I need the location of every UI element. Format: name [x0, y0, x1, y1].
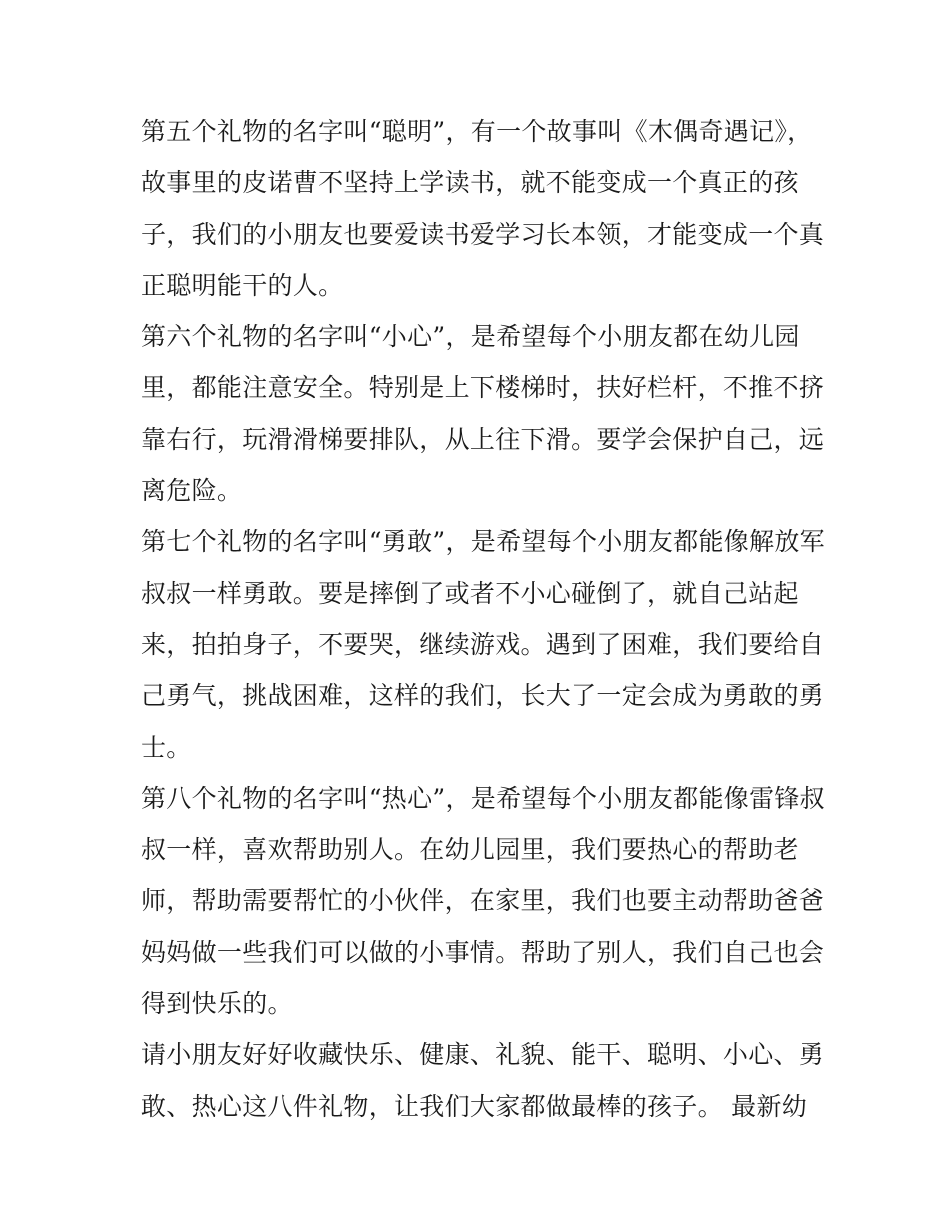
text-line: 正聪明能干的人。 [141, 270, 344, 300]
text-line: 第八个礼物的名字叫“热心”，是希望每个小朋友都能像雷锋叔 [141, 783, 825, 813]
text-line: 第五个礼物的名字叫“聪明”，有一个故事叫《木偶奇遇记》， [141, 117, 813, 146]
text-line: 士。 [141, 732, 192, 762]
text-line: 妈妈做一些我们可以做的小事情。帮助了别人，我们自己也会 [141, 937, 825, 967]
text-line: 叔叔一样勇敢。要是摔倒了或者不小心碰倒了，就自己站起 [141, 578, 799, 608]
text-line: 靠右行，玩滑滑梯要排队，从上往下滑。要学会保护自己，远 [141, 424, 825, 454]
text-line: 请小朋友好好收藏快乐、健康、礼貌、能干、聪明、小心、勇 [141, 1040, 825, 1070]
text-line: 得到快乐的。 [141, 989, 293, 1019]
text-line: 敢、热心这八件礼物，让我们大家都做最棒的孩子。 最新幼 [141, 1091, 808, 1121]
body-text [141, 106, 825, 1132]
text-line: 子，我们的小朋友也要爱读书爱学习长本领，才能变成一个真 [141, 219, 825, 249]
text-line: 故事里的皮诺曹不坚持上学读书，就不能变成一个真正的孩 [141, 168, 799, 198]
text-line: 离危险。 [141, 476, 243, 506]
text-line: 师，帮助需要帮忙的小伙伴，在家里，我们也要主动帮助爸爸 [141, 886, 825, 916]
text-line: 里，都能注意安全。特别是上下楼梯时，扶好栏杆，不推不挤 [141, 373, 825, 403]
text-line: 第六个礼物的名字叫“小心”，是希望每个小朋友都在幼儿园 [141, 322, 800, 352]
text-line: 第七个礼物的名字叫“勇敢”，是希望每个小朋友都能像解放军 [141, 527, 825, 557]
text-line: 来，拍拍身子，不要哭，继续游戏。遇到了困难，我们要给自 [141, 629, 825, 659]
text-line: 己勇气，挑战困难，这样的我们，长大了一定会成为勇敢的勇 [141, 681, 825, 711]
text-line: 叔一样，喜欢帮助别人。在幼儿园里，我们要热心的帮助老 [141, 835, 799, 865]
